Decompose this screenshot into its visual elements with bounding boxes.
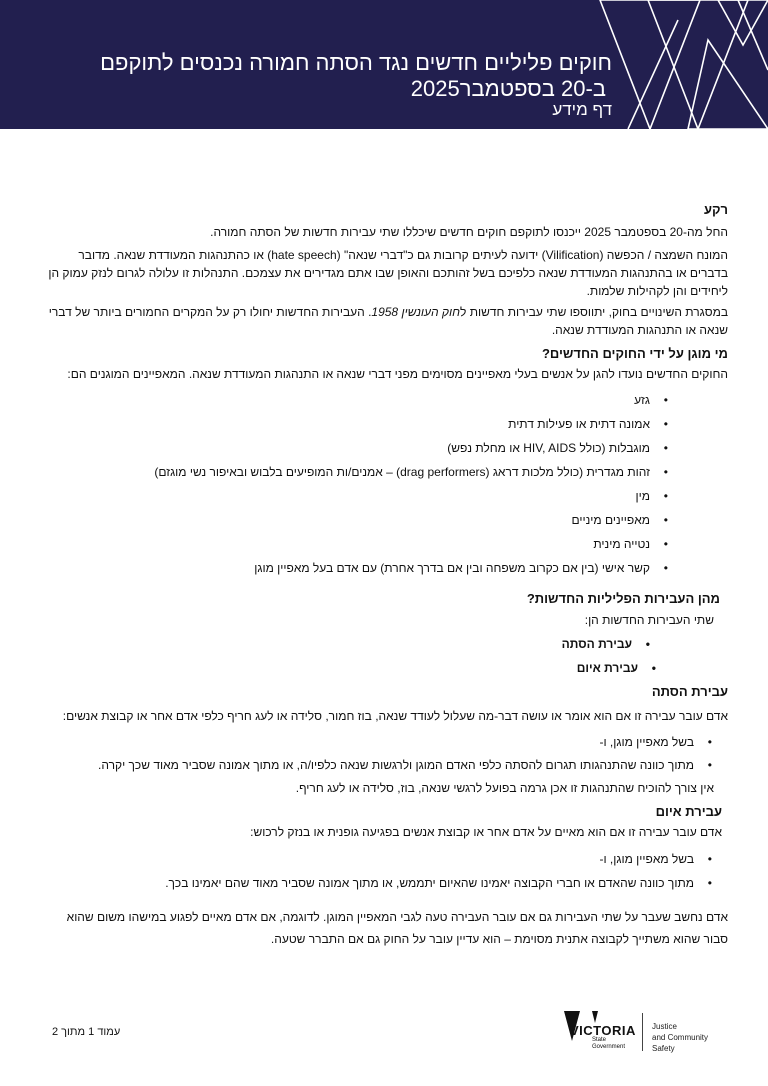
department-name (652, 1021, 708, 1054)
background-paragraph-3-end: . העבירות החדשות יחולו רק על המקרים החמורים ביותר של דברי שנאה או התנהגות המעודדת שנאה. (48, 305, 728, 337)
department-line-1: Justice (652, 1022, 677, 1031)
offences-list (48, 635, 650, 683)
protected-intro: החוקים החדשים נועדו להגן על אנשים בעלי מאפיינים מסוימים מפני דברי שנאה או התנהגות המעודדת שנאה. המאפיינים המוגנים הם: (67, 367, 728, 381)
background-paragraph-2: המונח השמצה / הכפשה (Vilification) ידועה לעיתים קרובות גם כ"דברי שנאה" (hate speech) או כהתנהגות המעודדת שנאה. מדובר בדברים או בהתנהגות המעודדת שנאה כלפיכם בשל זהותכם והאופן שבו אתם מגדירים את עצמכם. התנהלות זו עלולה לגרום לנזק עמוק הן ליחידים והן לקהילות שלמות. (48, 248, 728, 298)
victoria-government-logo (562, 1011, 722, 1055)
department-line-2: and Community (652, 1033, 709, 1042)
offences-intro: שתי העבירות החדשות הן: (584, 613, 714, 627)
list-item: • מתוך כוונה שהתנהגותו תגרום להסתה כלפי האדם המוגן ולרגשות שנאה כלפיו/ה, או מתוך אמונה שסביר מאוד שכך יקרה. (48, 756, 712, 779)
list-item: • קשר אישי (בין אם כקרוב משפחה ובין אם בדרך אחרת) עם אדם בעל מאפיין מוגן (48, 558, 668, 582)
threat-intro: אדם עובר עבירה זו אם הוא מאיים על אדם אחר או קבוצת אנשים בפגיעה גופנית או בנזק לרכוש: (250, 825, 722, 839)
list-item: • עבירת הסתה (48, 635, 650, 659)
list-item: • אמונה דתית או פעילות דתית (48, 414, 668, 438)
threat-closing-paragraph: אדם נחשב שעבר על שתי העבירות גם אם עובר העבירה טעה לגבי המאפיין המוגן. לדוגמה, אם אדם מאיים לפגוע במישהו משום שהוא סבור שהוא משתייך לקבוצה אתנית מסוימת – הוא עדיין עובר על החוק גם אם התברר שטעה. (66, 910, 728, 946)
header-geometric-pattern (588, 0, 768, 129)
logo-divider (642, 1013, 643, 1051)
background-paragraph-3 (48, 303, 728, 339)
incitement-conditions-list (48, 733, 712, 779)
protected-heading: מי מוגן על ידי החוקים החדשים? (541, 346, 728, 361)
logo-state: State (592, 1037, 607, 1043)
page-number: עמוד 1 מתוך 2 (52, 1026, 121, 1038)
list-item: • מין (48, 486, 668, 510)
list-item: • גזע (48, 390, 668, 414)
incitement-intro: אדם עובר עבירה זו אם הוא אומר או עושה דבר-מה שעלול לעודד שנאה, בוז חמור, סלידה או לעג חריף כלפי אדם אחר או קבוצת אנשים: (62, 709, 728, 723)
threat-heading: עבירת איום (655, 804, 722, 819)
threat-conditions-list (48, 850, 712, 898)
page-title: חוקים פליליים חדשים נגד הסתה חמורה נכנסים לתוקפם (100, 50, 612, 75)
list-item: • עבירת איום (48, 659, 656, 683)
protected-attributes-list (48, 390, 668, 582)
list-item: • בשל מאפיין מוגן, ו- (48, 733, 712, 756)
list-item: • מתוך כוונה שהאדם או חברי הקבוצה יאמינו שהאיום יתממש, או מתוך אמונה שסביר מאוד שהם יאמינו בכך. (48, 874, 712, 898)
department-line-3: Safety (652, 1044, 675, 1053)
page-title-line2: ב-20 בספטמבר2025 (410, 76, 606, 101)
crimes-act-reference: חוק העונשין 1958 (371, 305, 461, 319)
offences-heading: מהן העבירות הפליליות החדשות? (526, 591, 720, 606)
list-item: • מוגבלות (כולל HIV, AIDS או מחלת נפש) (48, 438, 668, 462)
logo-subtext (592, 1037, 625, 1051)
list-item: • בשל מאפיין מוגן, ו- (48, 850, 712, 874)
incitement-heading: עבירת הסתה (651, 684, 728, 699)
list-item: • נטייה מינית (48, 534, 668, 558)
list-item: • זהות מגדרית (כולל מלכות דראג (drag performers) – אמנים/ות המופיעים בלבוש ובאיפור נשי מוגזם) (48, 462, 668, 486)
background-paragraph-1: החל מה-20 בספטמבר 2025 ייכנסו לתוקפם חוקים חדשים שיכללו שתי עבירות חדשות של הסתה חמורה. (210, 225, 728, 239)
background-heading: רקע (703, 202, 728, 217)
logo-government: Government (592, 1044, 626, 1050)
logo-wordmark: VICTORIA (570, 1023, 636, 1038)
list-item: • מאפיינים מיניים (48, 510, 668, 534)
background-paragraph-3-start: במסגרת השינויים בחוק, יתווספו שתי עבירות חדשות ל (460, 305, 728, 319)
page-header (0, 0, 768, 129)
page-subtitle: דף מידע (552, 100, 612, 119)
incitement-note: אין צורך להוכיח שהתנהגות זו אכן גרמה בפועל לרגשי שנאה, בוז, סלידה או לעג חריף. (295, 781, 714, 795)
